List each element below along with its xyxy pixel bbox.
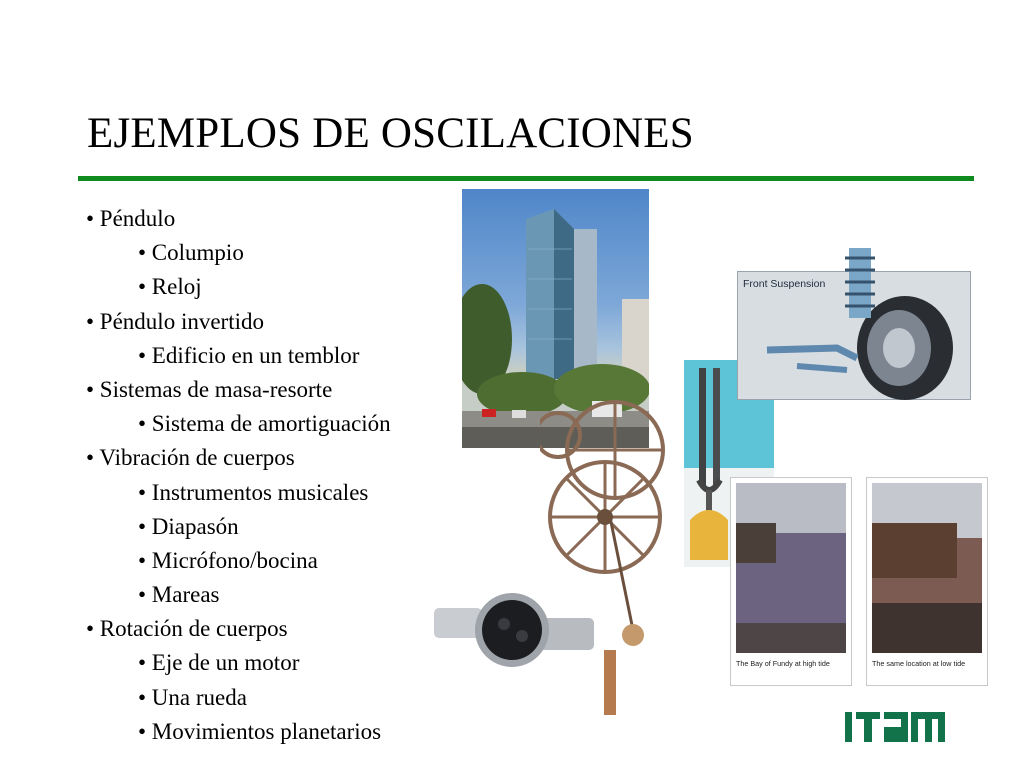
bullet-item: • Sistemas de masa-resorte — [86, 376, 333, 402]
sub-bullet-item: • Sistema de amortiguación — [138, 411, 391, 437]
bullet-list — [86, 202, 391, 749]
bullet-item: • Vibración de cuerpos — [86, 445, 295, 471]
itam-logo — [843, 710, 947, 744]
wristwatch-photo — [434, 578, 594, 680]
sub-bullet-item: • Movimientos planetarios — [138, 718, 382, 744]
sub-bullet-item: • Instrumentos musicales — [138, 479, 369, 505]
suspension-diagram — [737, 238, 971, 400]
slide-title: EJEMPLOS DE OSCILACIONES — [87, 110, 694, 157]
sub-bullet-item: • Edificio en un temblor — [138, 342, 360, 368]
tide-low-caption: The same location at low tide — [872, 659, 966, 668]
suspension-label: Front Suspension — [743, 278, 826, 290]
tide-high-caption: The Bay of Fundy at high tide — [736, 659, 830, 668]
bullet-item: • Péndulo — [86, 206, 176, 231]
sub-bullet-item: • Eje de un motor — [138, 650, 300, 676]
sub-bullet-item: • Una rueda — [138, 684, 247, 710]
bullet-item: • Péndulo invertido — [86, 308, 264, 334]
sub-bullet-item: • Columpio — [138, 240, 244, 266]
tide-low-photo — [866, 477, 988, 686]
bullet-item: • Rotación de cuerpos — [86, 616, 288, 642]
sub-bullet-item: • Reloj — [138, 274, 202, 300]
sub-bullet-item: • Mareas — [138, 582, 220, 608]
sub-bullet-item: • Diapasón — [138, 513, 239, 539]
title-divider — [78, 176, 974, 181]
sub-bullet-item: • Micrófono/bocina — [138, 547, 318, 573]
tide-high-photo — [730, 477, 852, 686]
